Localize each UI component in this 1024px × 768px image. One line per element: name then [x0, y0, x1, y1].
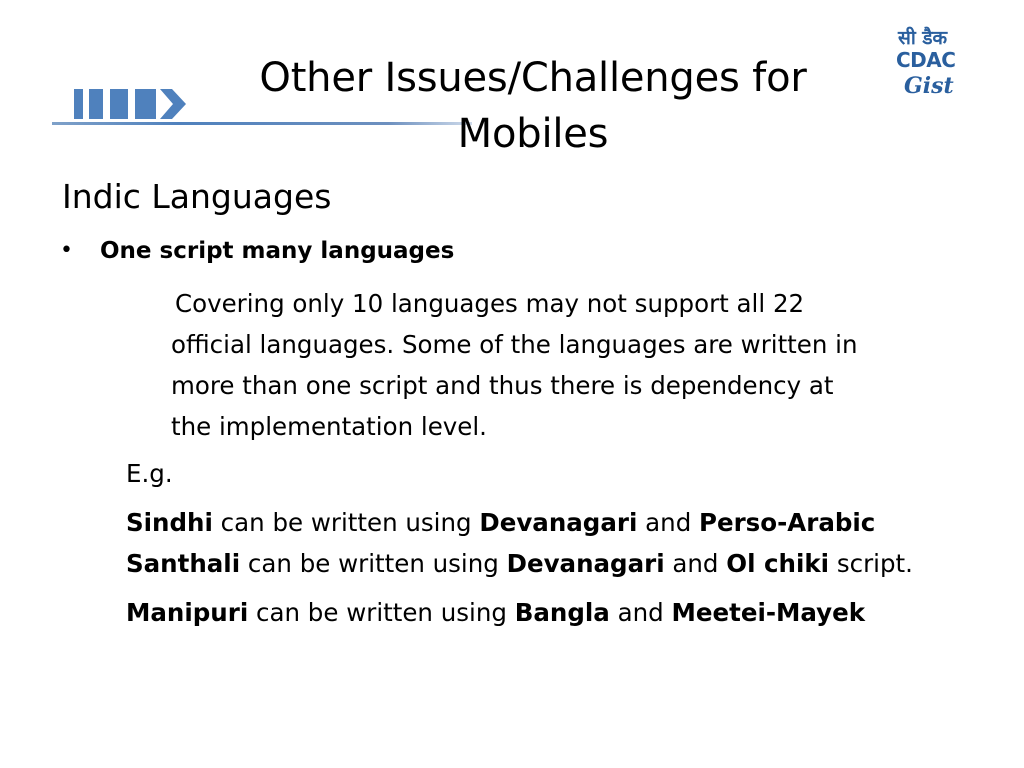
deco-block-1	[74, 89, 83, 119]
connector-text: can be written using	[212, 508, 480, 537]
deco-block-4	[135, 89, 156, 119]
connector-text: and	[609, 598, 672, 627]
deco-block-3	[110, 89, 128, 119]
script-name: Meetei-Mayek	[671, 598, 866, 627]
logo-hindi-text: सी डैक	[898, 27, 948, 49]
script-name: Perso-Arabic	[699, 508, 876, 537]
connector-text: can be written using	[240, 549, 507, 578]
slide-title-line-2: Mobiles	[457, 111, 609, 157]
suffix-text: script.	[829, 549, 913, 578]
script-name: Devanagari	[506, 549, 665, 578]
paragraph-line: the implementation level.	[171, 412, 487, 441]
paragraph-line: Covering only 10 languages may not support all 22	[175, 289, 805, 318]
bullet-point: One script many languages	[100, 238, 455, 264]
slide-title-line-1: Other Issues/Challenges for	[259, 55, 807, 101]
example-label: E.g.	[126, 459, 173, 488]
bullet-icon: •	[60, 238, 73, 263]
progress-arrow-icon	[160, 89, 186, 119]
slide-title	[228, 50, 838, 162]
paragraph-line: more than one script and thus there is dependency at	[171, 371, 834, 400]
cdac-gist-logo	[894, 24, 968, 104]
logo-gist-text: Gist	[904, 73, 954, 99]
description-paragraph	[171, 283, 961, 447]
example-line	[126, 592, 865, 633]
connector-text: and	[664, 549, 727, 578]
logo-cdac-text: CDAC	[896, 48, 956, 72]
language-name: Sindhi	[126, 508, 213, 537]
paragraph-line: official languages. Some of the languages are written in	[171, 330, 858, 359]
section-heading: Indic Languages	[62, 177, 332, 216]
deco-block-2	[89, 89, 103, 119]
language-name: Manipuri	[126, 598, 249, 627]
connector-text: and	[637, 508, 700, 537]
example-line	[126, 502, 875, 543]
language-name: Santhali	[126, 549, 241, 578]
script-name: Devanagari	[479, 508, 638, 537]
script-name: Ol chiki	[726, 549, 830, 578]
connector-text: can be written using	[248, 598, 515, 627]
example-line	[126, 543, 913, 584]
script-name: Bangla	[514, 598, 610, 627]
